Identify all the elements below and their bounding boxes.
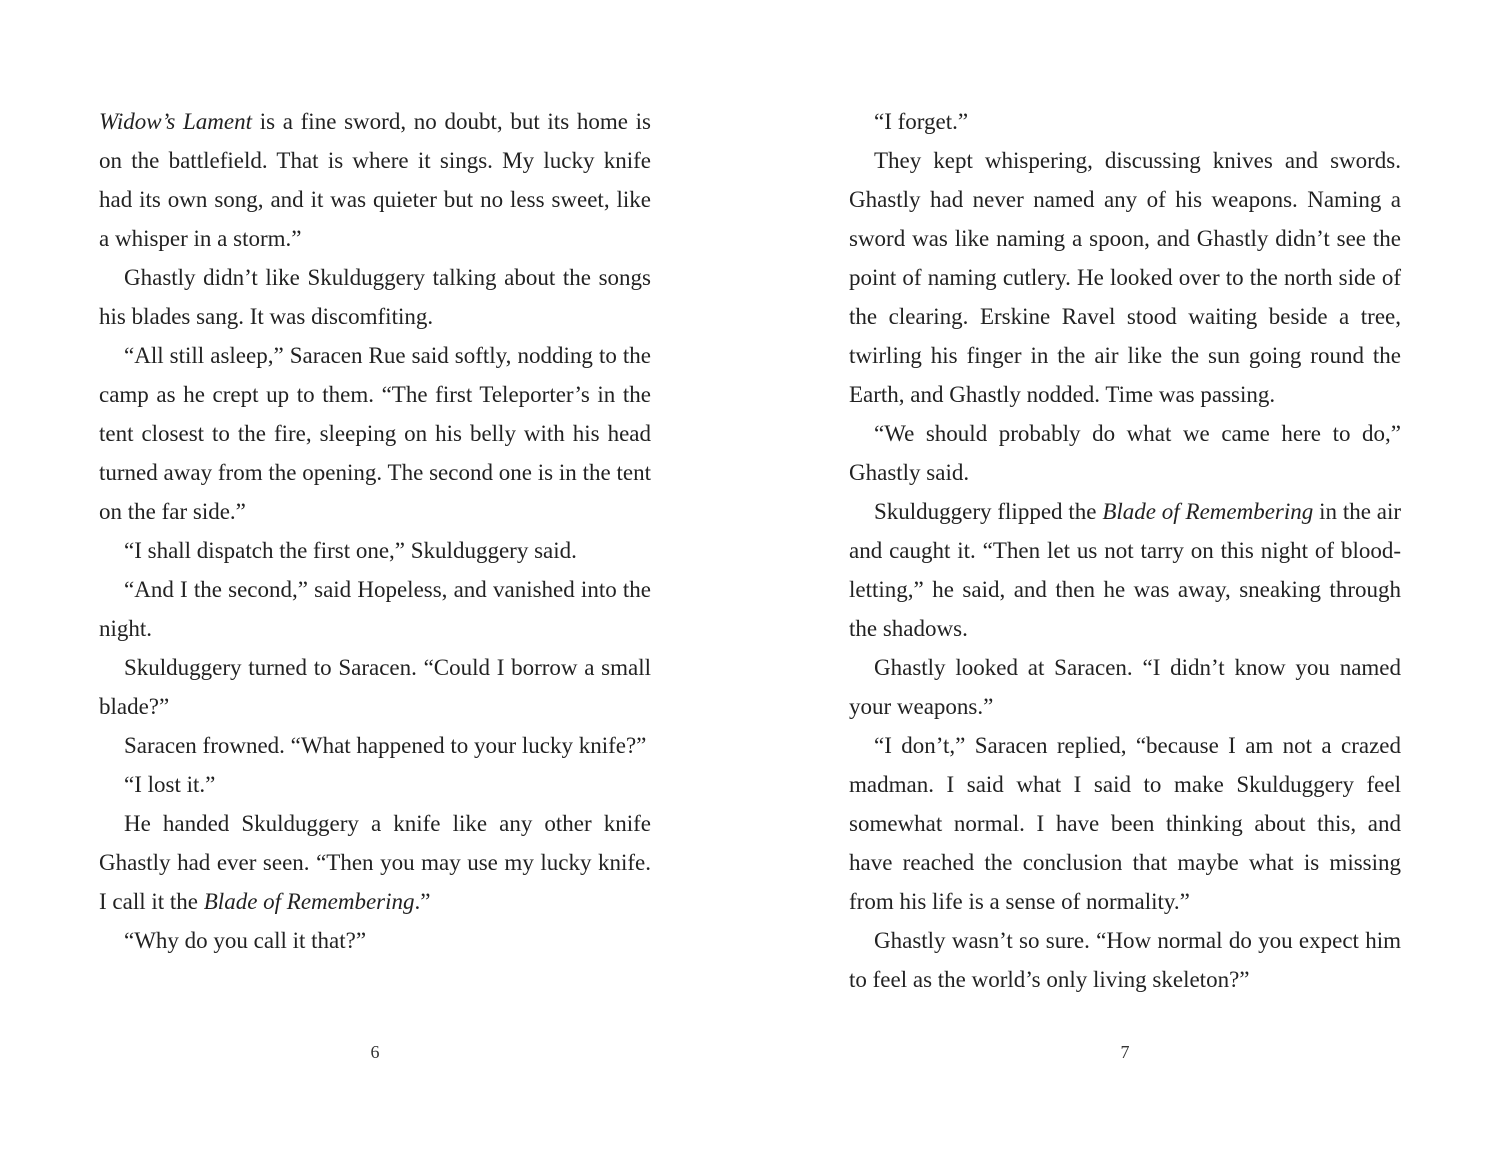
paragraph	[99, 570, 651, 648]
italic-title-text: Blade of Remembering	[203, 889, 415, 914]
paragraph-text: Ghastly didn’t like Skulduggery talking about the songs his blades sang. It was discomfiting.	[99, 265, 651, 329]
italic-title-text: Blade of Remembering	[1102, 499, 1314, 524]
paragraph-text: Ghastly looked at Saracen. “I didn’t know you named your weapons.”	[849, 655, 1401, 719]
paragraph-text: “I shall dispatch the first one,” Skulduggery said.	[124, 538, 577, 563]
left-page	[99, 0, 651, 1151]
paragraph	[99, 726, 651, 765]
left-page-number: 6	[370, 1042, 380, 1062]
paragraph	[849, 648, 1401, 726]
right-page	[849, 0, 1401, 1151]
paragraph-text: “I forget.”	[874, 109, 969, 134]
paragraph-text: Ghastly wasn’t so sure. “How normal do you expect him to feel as the world’s only living skeleton?”	[849, 928, 1401, 992]
paragraph	[849, 492, 1401, 648]
paragraph-text: Skulduggery turned to Saracen. “Could I borrow a small blade?”	[99, 655, 651, 719]
paragraph-text: .”	[414, 889, 431, 914]
paragraph	[99, 804, 651, 921]
paragraph-text: They kept whispering, discussing knives and swords. Ghastly had never named any of his weapons. Naming a sword was like naming a spoon, and Ghastly didn’t see the point of naming cutlery. He looked over to the north side of the clearing. Erskine Ravel stood waiting beside a tree, twirling his finger in the air like the sun going round the Earth, and Ghastly nodded. Time was passing.	[849, 148, 1401, 407]
paragraph	[849, 102, 1401, 141]
paragraph	[849, 726, 1401, 921]
paragraph-text: “I lost it.”	[124, 772, 216, 797]
paragraph-text: “And I the second,” said Hopeless, and vanished into the night.	[99, 577, 651, 641]
paragraph	[99, 336, 651, 531]
paragraph	[99, 531, 651, 570]
paragraph-text: “We should probably do what we came here to do,” Ghastly said.	[849, 421, 1401, 485]
paragraph-text: Saracen frowned. “What happened to your lucky knife?”	[124, 733, 647, 758]
italic-title-text: Widow’s Lament	[99, 109, 252, 134]
right-page-text	[849, 102, 1401, 999]
paragraph	[849, 141, 1401, 414]
right-page-number: 7	[1120, 1042, 1130, 1062]
paragraph	[99, 648, 651, 726]
paragraph-text: is a fine sword, no doubt, but its home is on the battlefield. That is where it sings. My lucky knife had its own song, and it was quieter but no less sweet, like a whisper in a storm.”	[99, 109, 651, 251]
paragraph	[99, 921, 651, 960]
paragraph-text: “I don’t,” Saracen replied, “because I am not a crazed madman. I said what I said to make Skulduggery feel somewhat normal. I have been thinking about this, and have reached the conclusion that maybe what is missing from his life is a sense of normality.”	[849, 733, 1401, 914]
paragraph-text: He handed Skulduggery a knife like any other knife Ghastly had ever seen. “Then you may use my lucky knife. I call it the	[99, 811, 651, 914]
paragraph-text: in the air and caught it. “Then let us not tarry on this night of blood-letting,” he said, and then he was away, sneaking through the shadows.	[849, 499, 1402, 641]
paragraph	[849, 921, 1401, 999]
paragraph-text: Skulduggery flipped the	[874, 499, 1103, 524]
paragraph-text: “Why do you call it that?”	[124, 928, 367, 953]
paragraph	[99, 102, 651, 258]
paragraph	[99, 765, 651, 804]
paragraph-text: “All still asleep,” Saracen Rue said softly, nodding to the camp as he crept up to them. “The first Teleporter’s in the tent closest to the fire, sleeping on his belly with his head turned away from the opening. The second one is in the tent on the far side.”	[99, 343, 651, 524]
left-page-text	[99, 102, 651, 960]
paragraph	[849, 414, 1401, 492]
paragraph	[99, 258, 651, 336]
